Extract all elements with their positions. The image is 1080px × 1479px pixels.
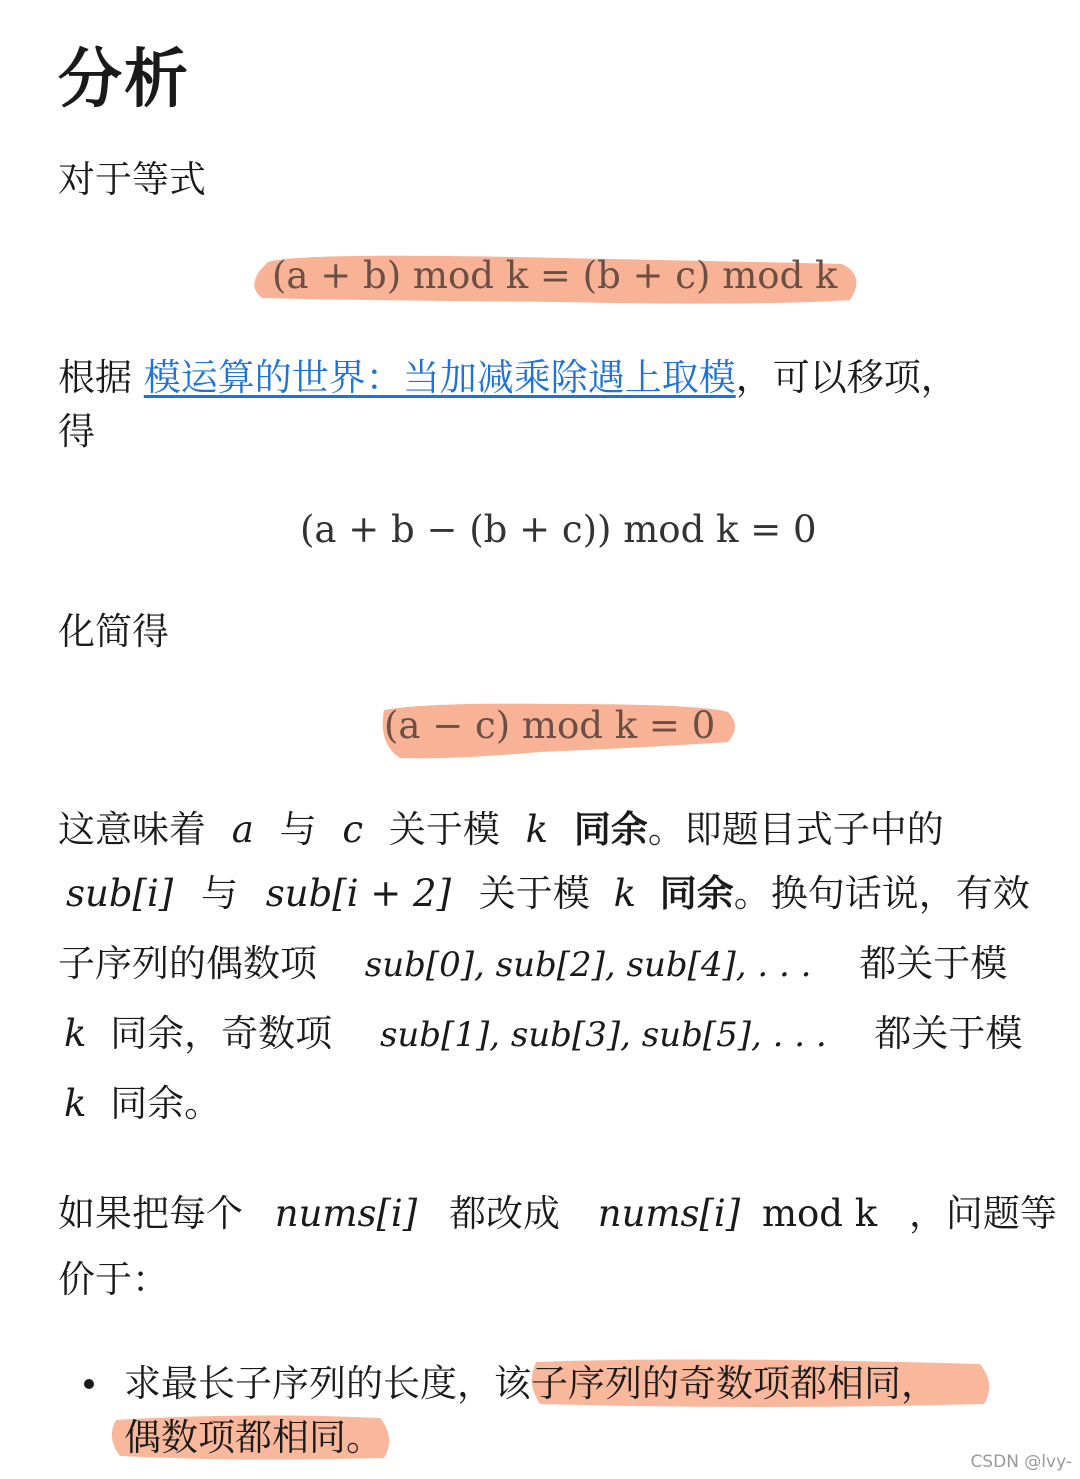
para5-line1 (58, 1190, 1057, 1238)
var-c: c (342, 808, 364, 851)
expr-nums-i: nums[i] (274, 1192, 418, 1235)
congruent-bold: 同余 (659, 872, 734, 915)
var-k: k (64, 1012, 87, 1055)
para2-suffix: ，可以移项， (735, 356, 958, 399)
var-k: k (64, 1082, 87, 1125)
para4-text: 。换句话说，有效 (733, 872, 1030, 915)
section-heading: 分析 (58, 43, 190, 117)
var-k: k (613, 872, 636, 915)
para4-text: 。即题目式子中的 (647, 808, 944, 851)
para4-text: 这意味着 (58, 808, 206, 851)
expr-sub-i: sub[i] (66, 872, 174, 915)
csdn-watermark: CSDN @lvy- (970, 1452, 1072, 1472)
para5-text: 如果把每个 (58, 1192, 243, 1235)
para4-text: 与 (200, 872, 238, 915)
para4-line1 (58, 806, 944, 854)
equation-2: (a + b − (b + c)) mod k = 0 (300, 508, 817, 551)
equation-3: (a − c) mod k = 0 (384, 704, 716, 747)
para4-line3 (58, 940, 1007, 989)
para4-text: 与 (279, 808, 317, 851)
para4-text: 都关于模 (859, 942, 1008, 985)
para4-text: 同余。 (110, 1082, 222, 1125)
para5-text: 都改成 (448, 1192, 560, 1235)
modulo-article-link[interactable]: 模运算的世界：当加减乘除遇上取模 (143, 356, 736, 399)
equation-1: (a + b) mod k = (b + c) mod k (272, 254, 838, 297)
congruent-bold: 同余 (573, 808, 648, 851)
expr-nums-i-mod: nums[i] (597, 1192, 741, 1235)
para4-line4 (58, 1010, 1022, 1059)
var-k: k (525, 808, 549, 851)
expr-mod-k: mod k (761, 1192, 878, 1235)
simplify-text: 化简得 (58, 610, 169, 653)
para4-text: 关于模 (388, 808, 500, 851)
intro-text: 对于等式 (58, 158, 206, 201)
para4-text: 都关于模 (874, 1012, 1023, 1055)
para2-prefix: 根据 (58, 356, 144, 399)
even-terms-expr: sub[0], sub[2], sub[4], . . . (364, 945, 812, 985)
expr-sub-i-plus-2: sub[i + 2] (265, 872, 452, 915)
para2-line2: 得 (58, 410, 95, 453)
bullet-dot (84, 1379, 94, 1389)
bullet-line2: 偶数项都相同。 (124, 1416, 383, 1459)
var-a: a (231, 808, 254, 851)
para4-text: 同余，奇数项 (110, 1012, 333, 1055)
para4-line5 (58, 1080, 221, 1128)
bullet-line1: 求最长子序列的长度，该子序列的奇数项都相同， (124, 1362, 938, 1405)
para4-line2 (58, 870, 1030, 918)
para5-text: ，问题等 (908, 1192, 1057, 1235)
para5-line2: 价于： (58, 1258, 169, 1301)
para4-text: 关于模 (478, 872, 590, 915)
para4-text: 子序列的偶数项 (58, 942, 317, 985)
odd-terms-expr: sub[1], sub[3], sub[5], . . . (379, 1015, 827, 1055)
paragraph-modulo-link (58, 354, 958, 402)
